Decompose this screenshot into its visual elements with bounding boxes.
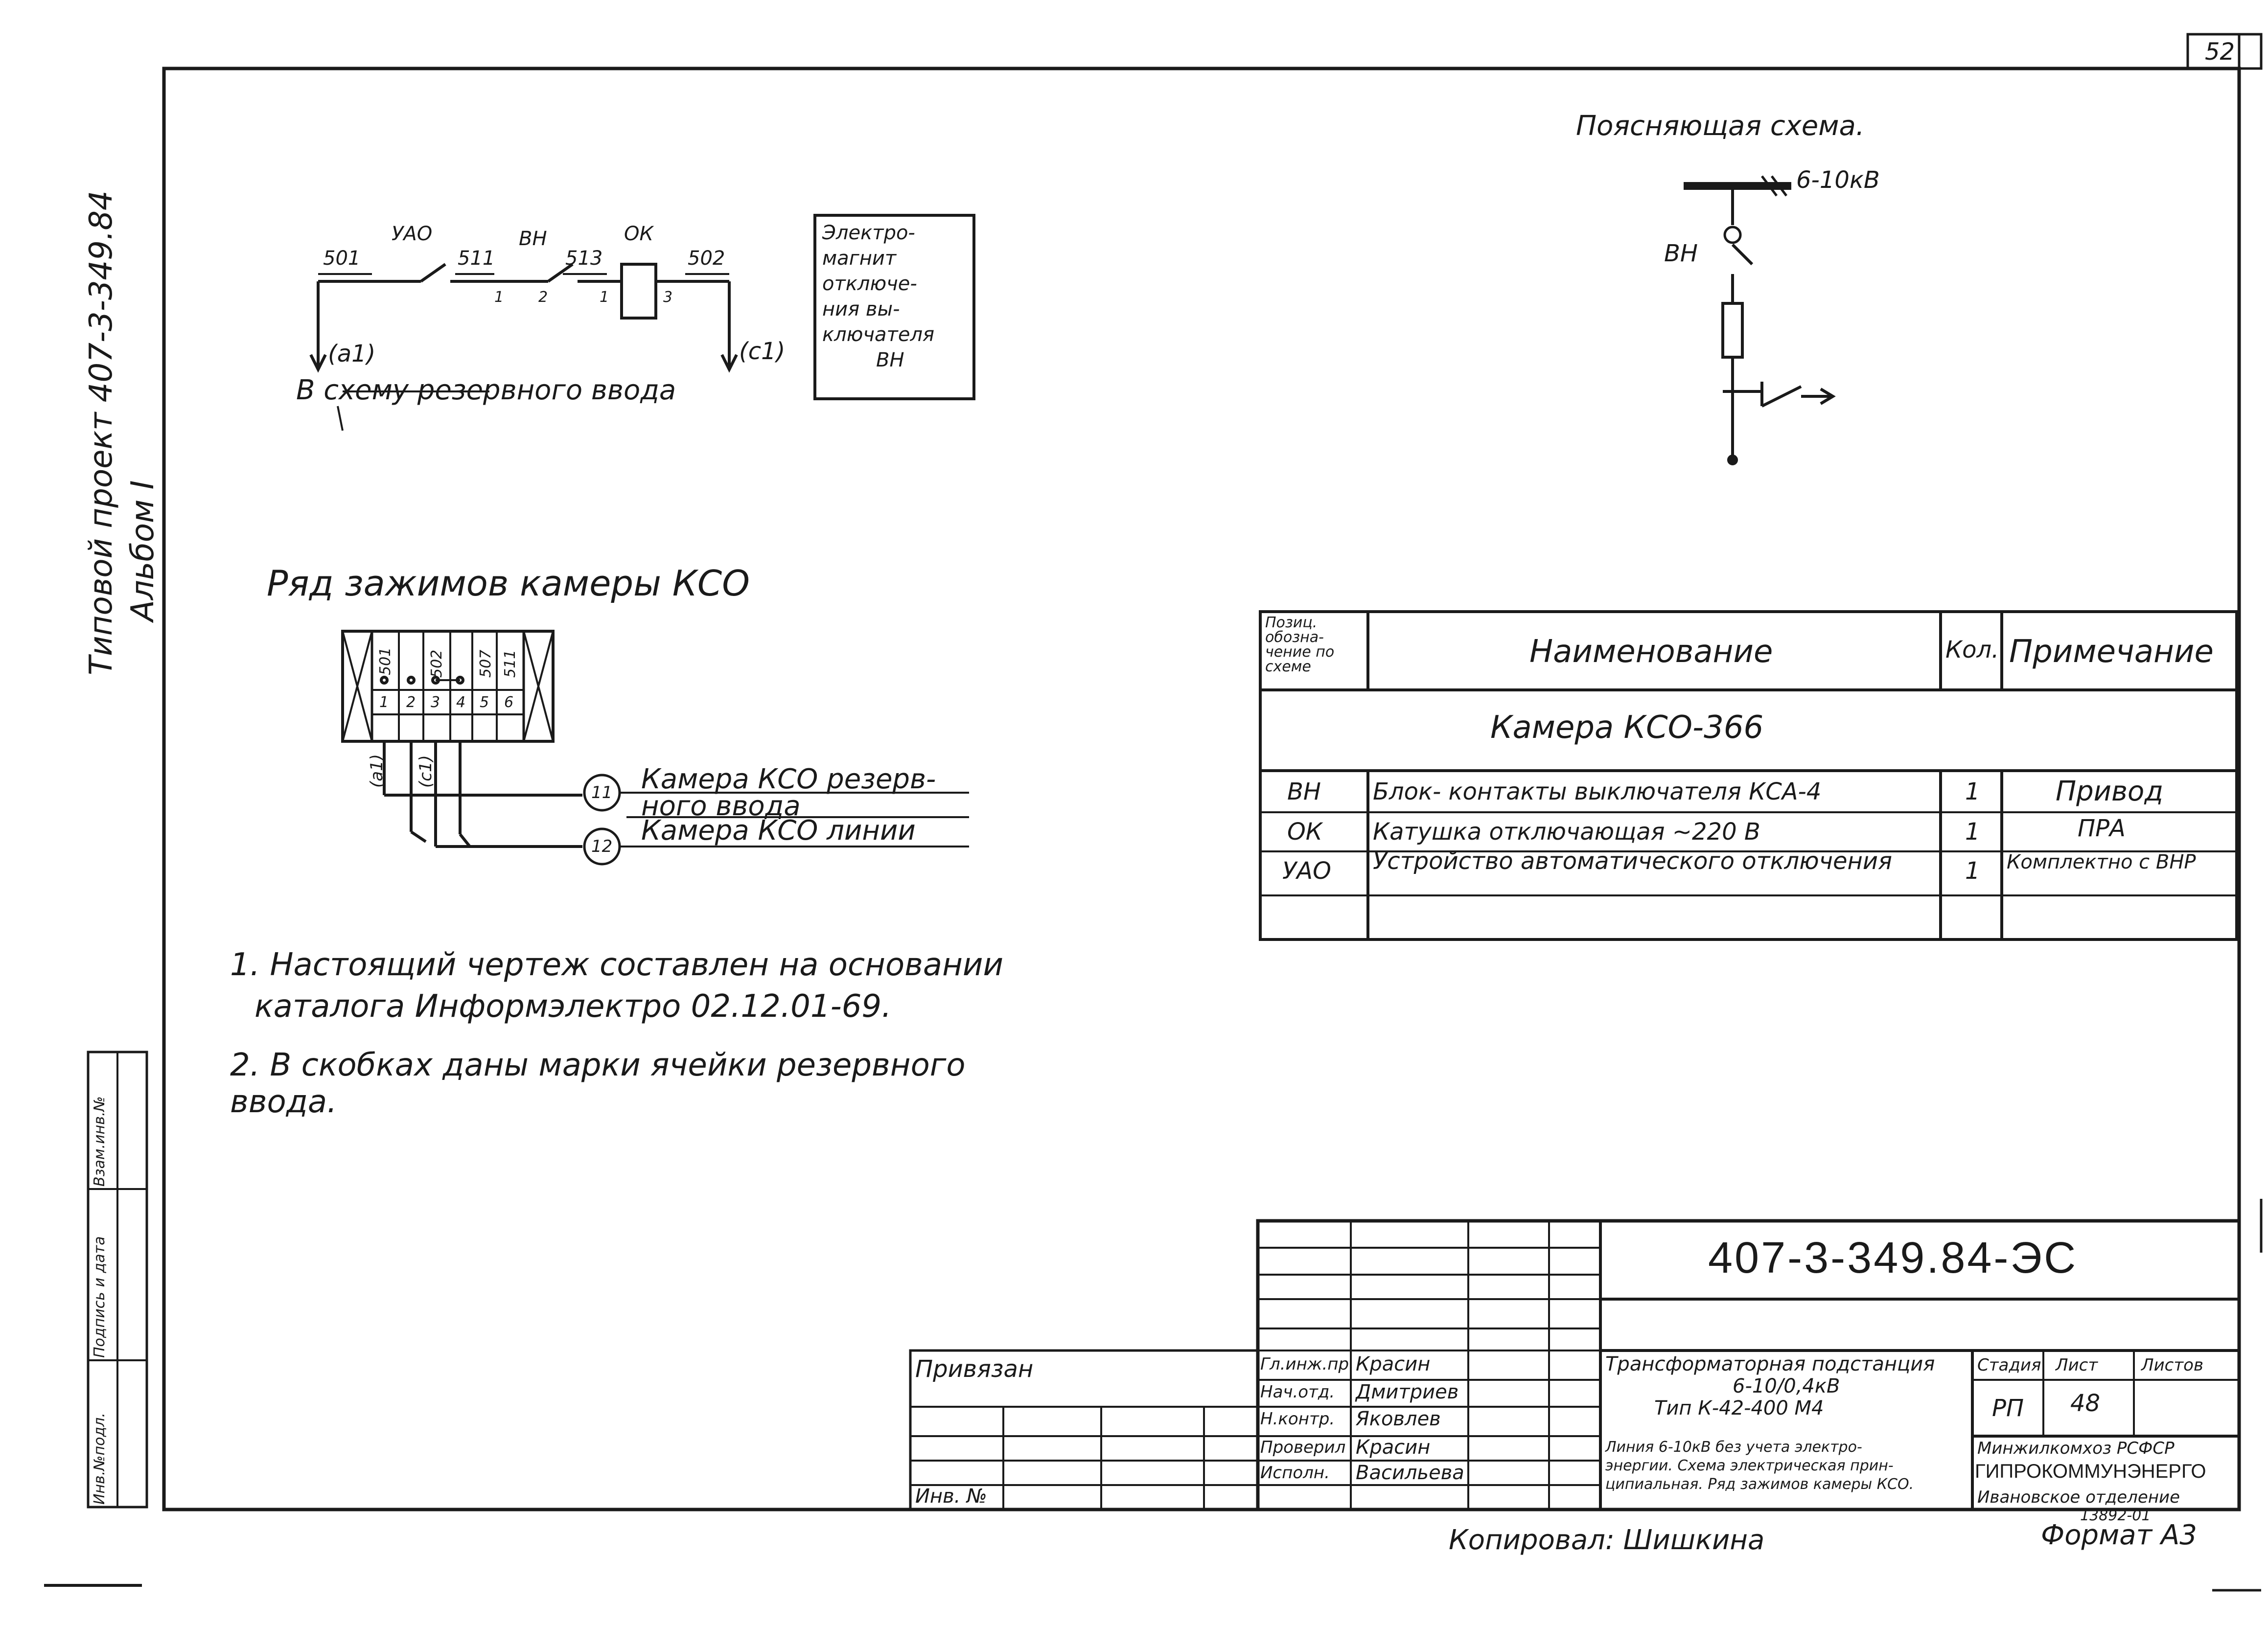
- name-3: Яковлев: [1356, 1408, 1441, 1430]
- explain-vn: ВН: [1664, 240, 1698, 267]
- org-line-2: ГИПРОКОММУНЭНЕРГО: [1975, 1461, 2206, 1482]
- spec-header-note: Примечание: [2009, 634, 2214, 670]
- spec-note-pra: ПРА: [2078, 815, 2126, 842]
- role-3: Н.контр.: [1260, 1409, 1335, 1429]
- subtitle-line-3: ципиальная. Ряд зажимов камеры КСО.: [1605, 1476, 1914, 1493]
- stage-value: РП: [1992, 1395, 2024, 1422]
- explain-title: Поясняющая схема.: [1576, 110, 1865, 142]
- contact-3: 1: [600, 289, 609, 306]
- tr-num-5: 5: [480, 694, 489, 711]
- name-5: Васильева: [1356, 1462, 1464, 1484]
- side-col-inv: Инв.№подл.: [91, 1413, 108, 1505]
- spec-row3-pos: УАО: [1282, 857, 1331, 885]
- name-2: Дмитриев: [1356, 1381, 1459, 1403]
- spec-row2-qty: 1: [1965, 818, 1980, 846]
- contact-4: 3: [663, 289, 673, 306]
- sheet-header: Лист: [2056, 1355, 2098, 1375]
- marker-12-num: 12: [591, 837, 613, 856]
- terminal-c1: (с1): [739, 338, 786, 365]
- tr-num-1: 1: [379, 694, 389, 711]
- spec-header-qty: Кол.: [1945, 636, 1999, 664]
- tr-num-4: 4: [456, 694, 466, 711]
- subtitle-line-1: Линия 6-10кВ без учета электро-: [1605, 1439, 1862, 1456]
- spec-row1-name: Блок- контакты выключателя КСА-4: [1373, 778, 1822, 805]
- explain-voltage: 6-10кВ: [1796, 166, 1880, 194]
- drawing-code: 407-3-349.84-ЭС: [1708, 1234, 2078, 1282]
- spec-row3-name: Устройство автоматического отключения: [1373, 847, 1892, 875]
- terminal-a1: (а1): [328, 340, 376, 367]
- electromagnet-text: Электро- магнит отключе- ния вы- ключателя ВН: [822, 222, 935, 371]
- marker-11-text1: Камера КСО резерв-: [641, 763, 936, 795]
- spec-group: Камера КСО-366: [1490, 710, 1764, 746]
- sheets-header: Листов: [2141, 1355, 2204, 1375]
- terminal-row-title: Ряд зажимов камеры КСО: [267, 563, 750, 604]
- spec-row2-name: Катушка отключающая ~220 В: [1373, 818, 1760, 846]
- stamp-number: 13892-01: [2080, 1507, 2151, 1524]
- role-1: Гл.инж.пр.: [1260, 1354, 1354, 1374]
- side-col-sign: Подпись и дата: [91, 1236, 108, 1358]
- spec-row2-pos: ОК: [1287, 818, 1322, 846]
- tr-wire-502: 502: [428, 649, 445, 678]
- tr-wire-507: 507: [477, 649, 494, 678]
- side-stamp-line1: Типовой проект 407-3-349.84: [83, 190, 119, 675]
- device-label-vn: ВН: [519, 228, 547, 250]
- spec-header-pos: Позиц. обозна- чение по схеме: [1265, 614, 1335, 675]
- sheet-corner-number: 52: [2205, 38, 2235, 66]
- marker-12-text1: Камера КСО линии: [641, 815, 916, 847]
- tr-num-6: 6: [504, 694, 514, 711]
- tr-wire-511: 511: [502, 649, 519, 678]
- format-label: Формат А3: [2041, 1519, 2197, 1551]
- subtitle-line-2: энергии. Схема электрическая прин-: [1605, 1457, 1894, 1474]
- tr-lead-c1: (с1): [416, 755, 436, 788]
- note-1a: 1. Настоящий чертеж составлен на основании: [230, 947, 1004, 983]
- privyazan-label: Привязан: [915, 1355, 1034, 1383]
- note-2b: ввода.: [230, 1084, 337, 1120]
- note-1b: каталога Информэлектро 02.12.01-69.: [255, 988, 892, 1025]
- wire-label-513: 513: [565, 247, 603, 270]
- spec-row1-qty: 1: [1965, 778, 1980, 805]
- schematic-caption: В схему резервного ввода: [296, 374, 676, 406]
- side-col-replace: Взам.инв.№: [91, 1096, 108, 1187]
- name-4: Красин: [1356, 1436, 1431, 1459]
- contact-2: 2: [538, 289, 548, 306]
- inv-label: Инв. №: [915, 1485, 987, 1508]
- sheet-frame: [164, 69, 2239, 1510]
- spec-row1-pos: ВН: [1287, 778, 1321, 805]
- explain-diagram: [1684, 176, 1833, 464]
- copied-by: Копировал: Шишкина: [1449, 1524, 1765, 1556]
- org-line-1: Минжилкомхоз РСФСР: [1977, 1439, 2175, 1458]
- tr-lead-a1: (а1): [367, 754, 387, 788]
- wire-label-501: 501: [323, 247, 361, 270]
- tr-num-2: 2: [406, 694, 416, 711]
- wire-label-502: 502: [688, 247, 725, 270]
- device-label-uao: УАО: [392, 223, 433, 245]
- spec-row3-note: Комплектно с ВНР: [2007, 851, 2196, 873]
- title-line-3: Тип К-42-400 М4: [1654, 1397, 1824, 1419]
- wire-label-511: 511: [458, 247, 495, 270]
- side-stamp-line2: Альбом I: [125, 480, 161, 621]
- spec-note-privod: Привод: [2056, 776, 2164, 807]
- tr-num-3: 3: [431, 694, 440, 711]
- tr-wire-501: 501: [377, 647, 394, 675]
- spec-header-name: Наименование: [1529, 634, 1773, 670]
- marker-11-text2: ного ввода: [641, 790, 801, 822]
- spec-row3-qty: 1: [1965, 857, 1980, 885]
- name-1: Красин: [1356, 1353, 1431, 1375]
- note-2a: 2. В скобках даны марки ячейки резервного: [230, 1047, 966, 1083]
- marker-11-num: 11: [591, 783, 613, 802]
- org-line-3: Ивановское отделение: [1977, 1488, 2180, 1507]
- title-line-2: 6-10/0,4кВ: [1733, 1375, 1840, 1397]
- device-label-ok: ОК: [624, 223, 653, 245]
- title-line-1: Трансформаторная подстанция: [1605, 1353, 1935, 1375]
- role-2: Нач.отд.: [1260, 1382, 1335, 1402]
- contact-1: 1: [494, 289, 504, 306]
- stage-header: Стадия: [1977, 1355, 2041, 1375]
- sheet-value: 48: [2070, 1390, 2101, 1417]
- role-5: Исполн.: [1260, 1463, 1330, 1483]
- role-4: Проверил: [1260, 1438, 1346, 1457]
